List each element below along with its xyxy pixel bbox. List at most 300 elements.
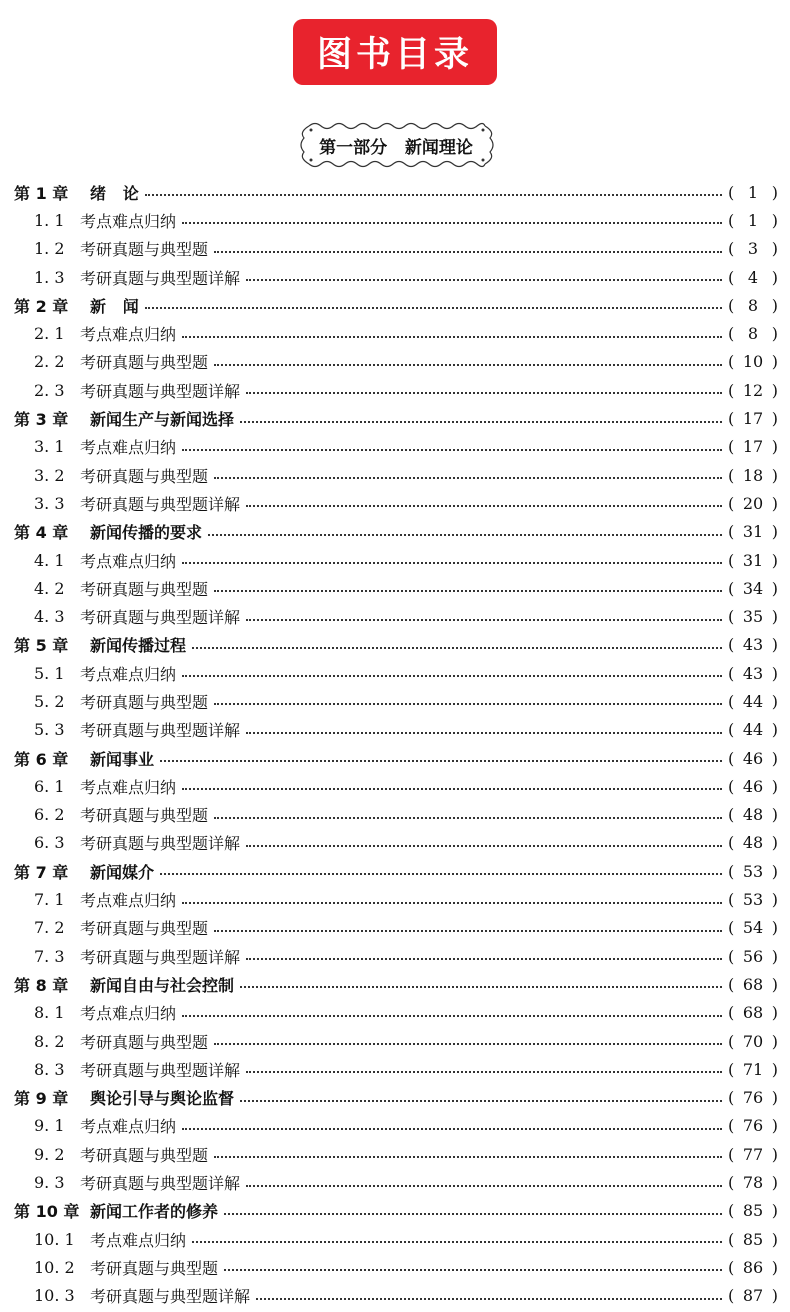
toc-entry-title: 考研真题与典型题 <box>80 466 209 486</box>
toc-entry-number: 4. 3 <box>34 607 65 627</box>
toc-entry-number: 第 4 章 <box>14 523 69 543</box>
page-value: 56 <box>742 946 764 966</box>
dot-leader <box>214 1156 722 1158</box>
paren-close: ) <box>771 748 778 768</box>
page-value: 54 <box>742 918 764 938</box>
toc-page-number <box>728 1116 778 1135</box>
paren-close: ) <box>771 720 778 740</box>
paren-close: ) <box>771 635 778 655</box>
dot-leader <box>192 1241 722 1243</box>
toc-entry-number: 10. 2 <box>34 1257 75 1277</box>
page-value: 43 <box>742 663 764 683</box>
paren-open: ( <box>728 352 735 372</box>
toc-section-row[interactable] <box>14 1027 778 1055</box>
toc-section-row[interactable] <box>14 348 778 376</box>
page-value: 48 <box>742 833 764 853</box>
paren-open: ( <box>728 1059 735 1079</box>
dot-leader <box>182 1015 722 1017</box>
toc-entry-number: 9. 3 <box>34 1173 65 1193</box>
toc-page-number <box>728 947 778 966</box>
toc-page-number <box>728 239 778 258</box>
toc-page-number <box>728 692 778 711</box>
page-value: 34 <box>742 578 764 598</box>
toc-entry-title: 考点难点归纳 <box>80 325 177 345</box>
paren-close: ) <box>771 550 778 570</box>
page-value: 20 <box>742 493 764 513</box>
toc-section-row[interactable] <box>14 1282 778 1310</box>
toc-entry-title: 考点难点归纳 <box>80 777 177 797</box>
page-value: 68 <box>742 1003 764 1023</box>
toc-entry-title: 新闻自由与社会控制 <box>90 975 235 995</box>
page-value: 44 <box>742 720 764 740</box>
toc-page-number <box>728 551 778 570</box>
toc-section-row[interactable] <box>14 489 778 517</box>
page-value: 4 <box>747 267 759 287</box>
toc-entry-number: 6. 1 <box>34 776 65 796</box>
toc-section-row[interactable] <box>14 235 778 263</box>
toc-page-number <box>728 862 778 881</box>
toc-section-row[interactable] <box>14 1140 778 1168</box>
dot-leader <box>208 534 722 536</box>
toc-section-row[interactable] <box>14 914 778 942</box>
toc-page-number <box>728 1003 778 1022</box>
paren-open: ( <box>728 380 735 400</box>
toc-entry-title: 考研真题与典型题详解 <box>80 268 241 288</box>
toc-page-number <box>728 211 778 230</box>
paren-close: ) <box>771 918 778 938</box>
toc-page-number <box>728 1258 778 1277</box>
toc-entry-number: 7. 1 <box>34 890 65 910</box>
paren-open: ( <box>728 578 735 598</box>
toc-page-number <box>728 975 778 994</box>
page-value: 1 <box>747 210 759 230</box>
dot-leader <box>240 421 722 423</box>
toc-chapter-row[interactable] <box>14 291 778 319</box>
toc-page-number <box>728 466 778 485</box>
paren-close: ) <box>771 946 778 966</box>
paren-close: ) <box>771 1031 778 1051</box>
toc-entry-number: 8. 2 <box>34 1031 65 1051</box>
toc-entry-number: 3. 2 <box>34 465 65 485</box>
toc-section-row[interactable] <box>14 999 778 1027</box>
dot-leader <box>160 760 722 762</box>
toc-page-number <box>728 268 778 287</box>
page-value: 31 <box>742 522 764 542</box>
part-heading <box>295 118 497 172</box>
dot-leader <box>182 449 722 451</box>
toc-page-number <box>728 324 778 343</box>
paren-open: ( <box>728 550 735 570</box>
paren-close: ) <box>771 239 778 259</box>
toc-entry-title: 考研真题与典型题详解 <box>80 1060 241 1080</box>
page-value: 53 <box>742 890 764 910</box>
page-value: 35 <box>742 607 764 627</box>
toc-page-number <box>728 381 778 400</box>
toc-chapter-row[interactable] <box>14 404 778 432</box>
toc-entry-title: 考点难点归纳 <box>80 664 177 684</box>
toc-section-row[interactable] <box>14 433 778 461</box>
toc-entry-title: 考研真题与典型题 <box>80 579 209 599</box>
toc-page-number <box>728 749 778 768</box>
dot-leader <box>182 1128 722 1130</box>
toc-section-row[interactable] <box>14 801 778 829</box>
toc-entry-title: 考研真题与典型题详解 <box>90 1287 251 1307</box>
paren-close: ) <box>771 1286 778 1306</box>
paren-open: ( <box>728 890 735 910</box>
page-value: 53 <box>742 861 764 881</box>
toc-entry-title: 考点难点归纳 <box>80 551 177 571</box>
toc-section-row[interactable] <box>14 1225 778 1253</box>
toc-entry-number: 10. 3 <box>34 1286 75 1306</box>
toc-entry-title: 考点难点归纳 <box>80 1004 177 1024</box>
page-value: 3 <box>747 239 759 259</box>
toc-entry-number: 8. 3 <box>34 1059 65 1079</box>
dot-leader <box>214 1043 722 1045</box>
toc-entry-title: 考点难点归纳 <box>80 438 177 458</box>
toc-section-row[interactable] <box>14 376 778 404</box>
toc-section-row[interactable] <box>14 1253 778 1281</box>
paren-close: ) <box>771 974 778 994</box>
toc-section-row[interactable] <box>14 716 778 744</box>
toc-page-number <box>728 1145 778 1164</box>
page-value: 78 <box>742 1173 764 1193</box>
toc-page-number <box>728 777 778 796</box>
toc-page-number <box>728 1173 778 1192</box>
page-value: 87 <box>742 1286 764 1306</box>
paren-open: ( <box>728 1173 735 1193</box>
toc-entry-number: 第 10 章 <box>14 1202 80 1222</box>
toc-entry-title: 考研真题与典型题详解 <box>80 381 241 401</box>
toc-entry-number: 第 6 章 <box>14 749 69 769</box>
page-value: 10 <box>742 352 764 372</box>
toc-page-number <box>728 1060 778 1079</box>
toc-entry-title: 考研真题与典型题 <box>80 692 209 712</box>
page-value: 17 <box>742 437 764 457</box>
page-value: 48 <box>742 805 764 825</box>
toc-page-number <box>728 522 778 541</box>
paren-open: ( <box>728 1229 735 1249</box>
toc-page-number <box>728 890 778 909</box>
dot-leader <box>246 619 722 621</box>
paren-open: ( <box>728 1116 735 1136</box>
toc-entry-title: 考研真题与典型题 <box>90 1258 219 1278</box>
toc-page-number <box>728 409 778 428</box>
paren-open: ( <box>728 210 735 230</box>
toc-section-row[interactable] <box>14 829 778 857</box>
toc-page-number <box>728 352 778 371</box>
paren-close: ) <box>771 409 778 429</box>
toc-entry-number: 4. 2 <box>34 578 65 598</box>
paren-close: ) <box>771 465 778 485</box>
toc-page-number <box>728 494 778 513</box>
paren-close: ) <box>771 578 778 598</box>
toc-entry-title: 考研真题与典型题详解 <box>80 608 241 628</box>
paren-close: ) <box>771 1173 778 1193</box>
toc-entry-number: 6. 2 <box>34 805 65 825</box>
dot-leader <box>214 251 722 253</box>
toc-entry-title: 考点难点归纳 <box>80 891 177 911</box>
page-value: 70 <box>742 1031 764 1051</box>
toc-entry-number: 第 1 章 <box>14 183 69 203</box>
paren-open: ( <box>728 691 735 711</box>
paren-close: ) <box>771 380 778 400</box>
toc-entry-title: 考研真题与典型题详解 <box>80 834 241 854</box>
toc-entry-title: 绪 论 <box>90 183 139 203</box>
toc-entry-number: 第 3 章 <box>14 410 69 430</box>
dot-leader <box>246 845 722 847</box>
toc-entry-number: 5. 1 <box>34 663 65 683</box>
toc-entry-title: 考研真题与典型题详解 <box>80 1174 241 1194</box>
toc-entry-number: 5. 3 <box>34 720 65 740</box>
paren-open: ( <box>728 267 735 287</box>
toc-entry-title: 考点难点归纳 <box>80 211 177 231</box>
toc-entry-number: 第 7 章 <box>14 862 69 882</box>
dot-leader <box>246 1185 722 1187</box>
table-of-contents <box>14 178 778 1310</box>
paren-close: ) <box>771 182 778 202</box>
paren-close: ) <box>771 776 778 796</box>
paren-close: ) <box>771 1116 778 1136</box>
paren-close: ) <box>771 210 778 230</box>
paren-close: ) <box>771 324 778 344</box>
toc-page-number <box>728 183 778 202</box>
toc-entry-title: 新闻媒介 <box>90 862 155 882</box>
dot-leader <box>214 817 722 819</box>
page-value: 17 <box>742 409 764 429</box>
toc-chapter-row[interactable] <box>14 178 778 206</box>
toc-page-number <box>728 437 778 456</box>
page-value: 76 <box>742 1088 764 1108</box>
dot-leader <box>182 902 722 904</box>
page-value: 46 <box>742 776 764 796</box>
toc-entry-title: 考研真题与典型题 <box>80 1145 209 1165</box>
paren-open: ( <box>728 805 735 825</box>
toc-section-row[interactable] <box>14 319 778 347</box>
toc-page-number <box>728 664 778 683</box>
paren-close: ) <box>771 437 778 457</box>
toc-chapter-row[interactable] <box>14 970 778 998</box>
toc-section-row[interactable] <box>14 1055 778 1083</box>
paren-open: ( <box>728 833 735 853</box>
toc-entry-number: 第 5 章 <box>14 636 69 656</box>
toc-entry-title: 考研真题与典型题详解 <box>80 494 241 514</box>
paren-close: ) <box>771 1229 778 1249</box>
page-value: 71 <box>742 1059 764 1079</box>
toc-entry-number: 9. 2 <box>34 1144 65 1164</box>
paren-close: ) <box>771 1088 778 1108</box>
paren-open: ( <box>728 1003 735 1023</box>
toc-section-row[interactable] <box>14 263 778 291</box>
paren-close: ) <box>771 352 778 372</box>
paren-open: ( <box>728 324 735 344</box>
toc-entry-title: 新闻传播的要求 <box>90 523 203 543</box>
toc-entry-title: 舆论引导与舆论监督 <box>90 1089 235 1109</box>
toc-entry-number: 8. 1 <box>34 1003 65 1023</box>
paren-close: ) <box>771 861 778 881</box>
page-value: 12 <box>742 380 764 400</box>
paren-open: ( <box>728 295 735 315</box>
toc-section-row[interactable] <box>14 206 778 234</box>
toc-entry-title: 考研真题与典型题 <box>80 919 209 939</box>
toc-entry-number: 2. 3 <box>34 380 65 400</box>
toc-chapter-row[interactable] <box>14 1197 778 1225</box>
page-title: 图书目录 <box>316 35 473 75</box>
paren-open: ( <box>728 1144 735 1164</box>
toc-section-row[interactable] <box>14 546 778 574</box>
toc-page-number <box>728 805 778 824</box>
toc-entry-title: 新闻传播过程 <box>90 636 187 656</box>
toc-entry-number: 3. 1 <box>34 437 65 457</box>
paren-close: ) <box>771 1003 778 1023</box>
toc-section-row[interactable] <box>14 602 778 630</box>
toc-section-row[interactable] <box>14 885 778 913</box>
paren-close: ) <box>771 833 778 853</box>
dot-leader <box>246 279 722 281</box>
page-value: 77 <box>742 1144 764 1164</box>
paren-open: ( <box>728 1031 735 1051</box>
dot-leader <box>246 1071 722 1073</box>
paren-open: ( <box>728 861 735 881</box>
paren-open: ( <box>728 1286 735 1306</box>
toc-section-row[interactable] <box>14 1168 778 1196</box>
toc-page-number <box>728 1088 778 1107</box>
toc-entry-number: 1. 3 <box>34 267 65 287</box>
paren-close: ) <box>771 267 778 287</box>
paren-open: ( <box>728 437 735 457</box>
toc-page-number <box>728 579 778 598</box>
dot-leader <box>145 307 722 309</box>
paren-open: ( <box>728 239 735 259</box>
toc-entry-number: 6. 3 <box>34 833 65 853</box>
dot-leader <box>240 1100 722 1102</box>
toc-entry-number: 5. 2 <box>34 691 65 711</box>
toc-page-number <box>728 1230 778 1249</box>
paren-close: ) <box>771 607 778 627</box>
paren-open: ( <box>728 493 735 513</box>
paren-close: ) <box>771 1144 778 1164</box>
dot-leader <box>246 392 722 394</box>
page-value: 43 <box>742 635 764 655</box>
toc-entry-number: 第 2 章 <box>14 296 69 316</box>
paren-open: ( <box>728 1088 735 1108</box>
paren-open: ( <box>728 974 735 994</box>
paren-close: ) <box>771 1059 778 1079</box>
toc-entry-number: 10. 1 <box>34 1229 75 1249</box>
paren-open: ( <box>728 409 735 429</box>
toc-section-row[interactable] <box>14 687 778 715</box>
toc-section-row[interactable] <box>14 659 778 687</box>
toc-entry-title: 新闻生产与新闻选择 <box>90 410 235 430</box>
paren-open: ( <box>728 748 735 768</box>
toc-section-row[interactable] <box>14 461 778 489</box>
toc-entry-title: 考研真题与典型题详解 <box>80 947 241 967</box>
paren-close: ) <box>771 522 778 542</box>
paren-close: ) <box>771 805 778 825</box>
dot-leader <box>224 1213 722 1215</box>
toc-page-number <box>728 296 778 315</box>
toc-chapter-row[interactable] <box>14 518 778 546</box>
toc-entry-number: 4. 1 <box>34 550 65 570</box>
paren-open: ( <box>728 946 735 966</box>
dot-leader <box>214 364 722 366</box>
toc-entry-title: 新闻事业 <box>90 749 155 769</box>
paren-close: ) <box>771 691 778 711</box>
toc-section-row[interactable] <box>14 574 778 602</box>
toc-chapter-row[interactable] <box>14 631 778 659</box>
toc-chapter-row[interactable] <box>14 1084 778 1112</box>
dot-leader <box>214 590 722 592</box>
part-title: 第一部分 新闻理论 <box>319 137 473 158</box>
page-value: 31 <box>742 550 764 570</box>
dot-leader <box>182 336 722 338</box>
dot-leader <box>182 788 722 790</box>
paren-open: ( <box>728 607 735 627</box>
paren-open: ( <box>728 522 735 542</box>
toc-entry-title: 考点难点归纳 <box>80 1117 177 1137</box>
paren-close: ) <box>771 295 778 315</box>
toc-entry-title: 考研真题与典型题 <box>80 240 209 260</box>
page-value: 46 <box>742 748 764 768</box>
toc-entry-number: 2. 2 <box>34 352 65 372</box>
dot-leader <box>246 958 722 960</box>
dot-leader <box>182 222 722 224</box>
paren-open: ( <box>728 1257 735 1277</box>
paren-open: ( <box>728 182 735 202</box>
dot-leader <box>145 194 722 196</box>
toc-section-row[interactable] <box>14 772 778 800</box>
page-value: 85 <box>742 1229 764 1249</box>
toc-page-number <box>728 607 778 626</box>
page-value: 85 <box>742 1201 764 1221</box>
page-value: 1 <box>747 182 759 202</box>
toc-chapter-row[interactable] <box>14 857 778 885</box>
toc-entry-number: 1. 1 <box>34 210 65 230</box>
paren-open: ( <box>728 635 735 655</box>
toc-entry-number: 7. 3 <box>34 946 65 966</box>
paren-open: ( <box>728 720 735 740</box>
toc-entry-number: 第 9 章 <box>14 1089 69 1109</box>
toc-entry-title: 考研真题与典型题 <box>80 353 209 373</box>
paren-open: ( <box>728 1201 735 1221</box>
toc-entry-number: 第 8 章 <box>14 975 69 995</box>
dot-leader <box>240 986 722 988</box>
toc-page-number <box>728 635 778 654</box>
dot-leader <box>246 505 722 507</box>
dot-leader <box>214 477 722 479</box>
paren-open: ( <box>728 918 735 938</box>
toc-entry-title: 考研真题与典型题详解 <box>80 721 241 741</box>
toc-page-number <box>728 1032 778 1051</box>
paren-close: ) <box>771 663 778 683</box>
toc-entry-title: 新 闻 <box>90 296 139 316</box>
paren-close: ) <box>771 1257 778 1277</box>
toc-entry-number: 9. 1 <box>34 1116 65 1136</box>
dot-leader <box>214 930 722 932</box>
toc-section-row[interactable] <box>14 1112 778 1140</box>
page-value: 8 <box>747 295 759 315</box>
toc-entry-title: 考研真题与典型题 <box>80 1032 209 1052</box>
toc-chapter-row[interactable] <box>14 744 778 772</box>
dot-leader <box>224 1269 722 1271</box>
toc-page-number <box>728 720 778 739</box>
paren-close: ) <box>771 1201 778 1221</box>
toc-entry-number: 7. 2 <box>34 918 65 938</box>
dot-leader <box>182 675 722 677</box>
toc-entry-number: 3. 3 <box>34 493 65 513</box>
toc-section-row[interactable] <box>14 942 778 970</box>
toc-entry-title: 新闻工作者的修养 <box>90 1202 219 1222</box>
toc-page-number <box>728 833 778 852</box>
